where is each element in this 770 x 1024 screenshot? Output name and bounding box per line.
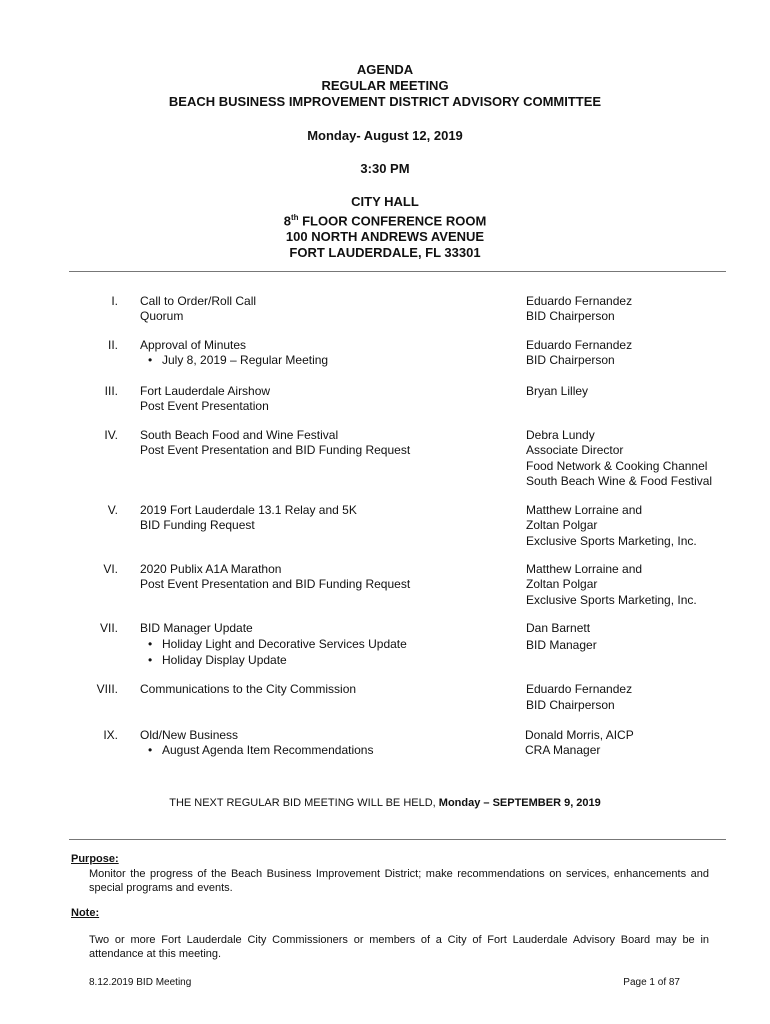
bullet-text: Holiday Light and Decorative Services Update: [162, 637, 407, 652]
presenter-name: Eduardo Fernandez: [526, 294, 633, 308]
item-description: [140, 384, 510, 415]
presenter-role: BID Chairperson: [526, 309, 615, 324]
presenter-role: CRA Manager: [525, 743, 601, 758]
footer-meeting-ref: 8.12.2019 BID Meeting: [89, 977, 192, 988]
bullet-text: August Agenda Item Recommendations: [162, 743, 374, 758]
venue-floor-number: 8: [283, 213, 291, 229]
item-description: [140, 728, 510, 759]
presenter-role: BID Chairperson: [526, 353, 615, 368]
item-title: BID Manager Update: [140, 621, 253, 635]
presenter-org: Food Network & Cooking Channel: [526, 458, 708, 473]
item-presenter: [526, 682, 766, 714]
item-presenter: [526, 503, 766, 549]
item-title: Fort Lauderdale Airshow: [140, 384, 271, 398]
next-meeting-prefix: THE NEXT REGULAR BID MEETING WILL BE HELD,: [169, 797, 439, 809]
item-presenter: [526, 562, 766, 608]
item-title: Communications to the City Commission: [140, 682, 357, 696]
item-subtitle: Post Event Presentation and BID Funding Request: [140, 577, 411, 592]
venue-line-3: 100 NORTH ANDREWS AVENUE: [285, 229, 485, 245]
top-divider: [69, 271, 726, 272]
item-title: South Beach Food and Wine Festival: [140, 428, 339, 442]
presenter-org-2: South Beach Wine & Food Festival: [526, 473, 713, 488]
item-number: II.: [107, 338, 118, 352]
item-number: V.: [107, 503, 118, 517]
agenda-header: [0, 62, 770, 110]
item-subtitle: BID Funding Request: [140, 518, 255, 533]
item-presenter: [526, 621, 766, 654]
item-number: IV.: [104, 428, 118, 442]
item-description: [140, 338, 510, 369]
agenda-title: AGENDA: [356, 62, 414, 77]
item-title: 2020 Publix A1A Marathon: [140, 562, 282, 576]
presenter-name: Eduardo Fernandez: [526, 338, 633, 352]
footer-page-number: Page 1 of 87: [623, 977, 680, 988]
item-description: [140, 562, 510, 593]
item-bullet: [140, 743, 510, 758]
meeting-venue: [0, 194, 770, 261]
meeting-time: 3:30 PM: [360, 161, 410, 176]
item-description: [140, 503, 510, 534]
item-number: VIII.: [96, 682, 118, 696]
item-description: [140, 428, 510, 459]
meeting-date: Monday- August 12, 2019: [307, 128, 463, 143]
item-description: [140, 294, 510, 325]
presenter-role: BID Chairperson: [526, 698, 615, 713]
item-presenter: [526, 428, 766, 489]
bullet-text: Holiday Display Update: [162, 652, 287, 667]
item-description: [140, 682, 510, 697]
item-bullet: [140, 637, 510, 652]
venue-line-4: FORT LAUDERDALE, FL 33301: [289, 245, 481, 261]
presenter-role: Associate Director: [526, 443, 624, 458]
item-description: [140, 621, 510, 668]
venue-room: FLOOR CONFERENCE ROOM: [298, 213, 487, 229]
presenter-name: Matthew Lorraine and: [526, 562, 643, 576]
item-title: Call to Order/Roll Call: [140, 294, 257, 308]
purpose-label: Purpose:: [71, 853, 119, 865]
item-subtitle: Post Event Presentation and BID Funding Request: [140, 443, 411, 458]
venue-line-2: [0, 210, 770, 229]
next-meeting-date: Monday – SEPTEMBER 9, 2019: [438, 797, 601, 809]
presenter-name: Eduardo Fernandez: [526, 682, 633, 696]
note-text: Two or more Fort Lauderdale City Commissioners or members of a City of Fort Lauderdale Advisory Board may be in attendance at this meeting.: [89, 934, 709, 960]
item-title: Approval of Minutes: [140, 338, 247, 352]
item-presenter: [526, 384, 766, 399]
item-presenter: [526, 294, 766, 325]
presenter-name: Debra Lundy: [526, 428, 595, 442]
item-title: Old/New Business: [140, 728, 239, 742]
item-title: 2019 Fort Lauderdale 13.1 Relay and 5K: [140, 503, 357, 517]
item-subtitle: Quorum: [140, 309, 184, 324]
next-meeting-notice: [0, 797, 770, 809]
presenter-name-2: Zoltan Polgar: [526, 577, 598, 592]
bullet-icon: •: [148, 652, 153, 667]
bullet-icon: •: [148, 637, 153, 652]
bullet-text: July 8, 2019 – Regular Meeting: [162, 353, 329, 368]
presenter-org: Exclusive Sports Marketing, Inc.: [526, 592, 697, 607]
item-number: I.: [111, 294, 118, 308]
presenter-name: Donald Morris, AICP: [525, 728, 634, 742]
item-bullet: [140, 653, 510, 668]
committee-name: BEACH BUSINESS IMPROVEMENT DISTRICT ADVISORY COMMITTEE: [168, 94, 602, 109]
item-number: III.: [104, 384, 118, 398]
item-subtitle: Post Event Presentation: [140, 399, 269, 414]
presenter-name: Dan Barnett: [526, 621, 591, 635]
purpose-text: Monitor the progress of the Beach Business Improvement District; make recommendations on services, enhancements and special programs and events.: [89, 868, 709, 894]
meeting-type: REGULAR MEETING: [321, 78, 449, 93]
presenter-name: Matthew Lorraine and: [526, 503, 643, 517]
presenter-name-2: Zoltan Polgar: [526, 518, 598, 533]
presenter-name: Bryan Lilley: [526, 384, 589, 398]
item-number: VII.: [99, 621, 118, 635]
bullet-icon: •: [148, 743, 153, 758]
venue-floor-suffix: th: [290, 213, 299, 222]
item-presenter: [526, 338, 766, 369]
presenter-org: Exclusive Sports Marketing, Inc.: [526, 533, 697, 548]
bullet-icon: •: [148, 353, 153, 368]
item-bullet: [140, 353, 510, 368]
item-number: VI.: [103, 562, 118, 576]
bottom-divider: [69, 839, 726, 840]
presenter-role: BID Manager: [526, 638, 597, 653]
venue-line-1: CITY HALL: [351, 194, 419, 209]
note-label: Note:: [71, 907, 100, 919]
item-number: IX.: [103, 728, 118, 742]
item-presenter: [525, 728, 765, 759]
